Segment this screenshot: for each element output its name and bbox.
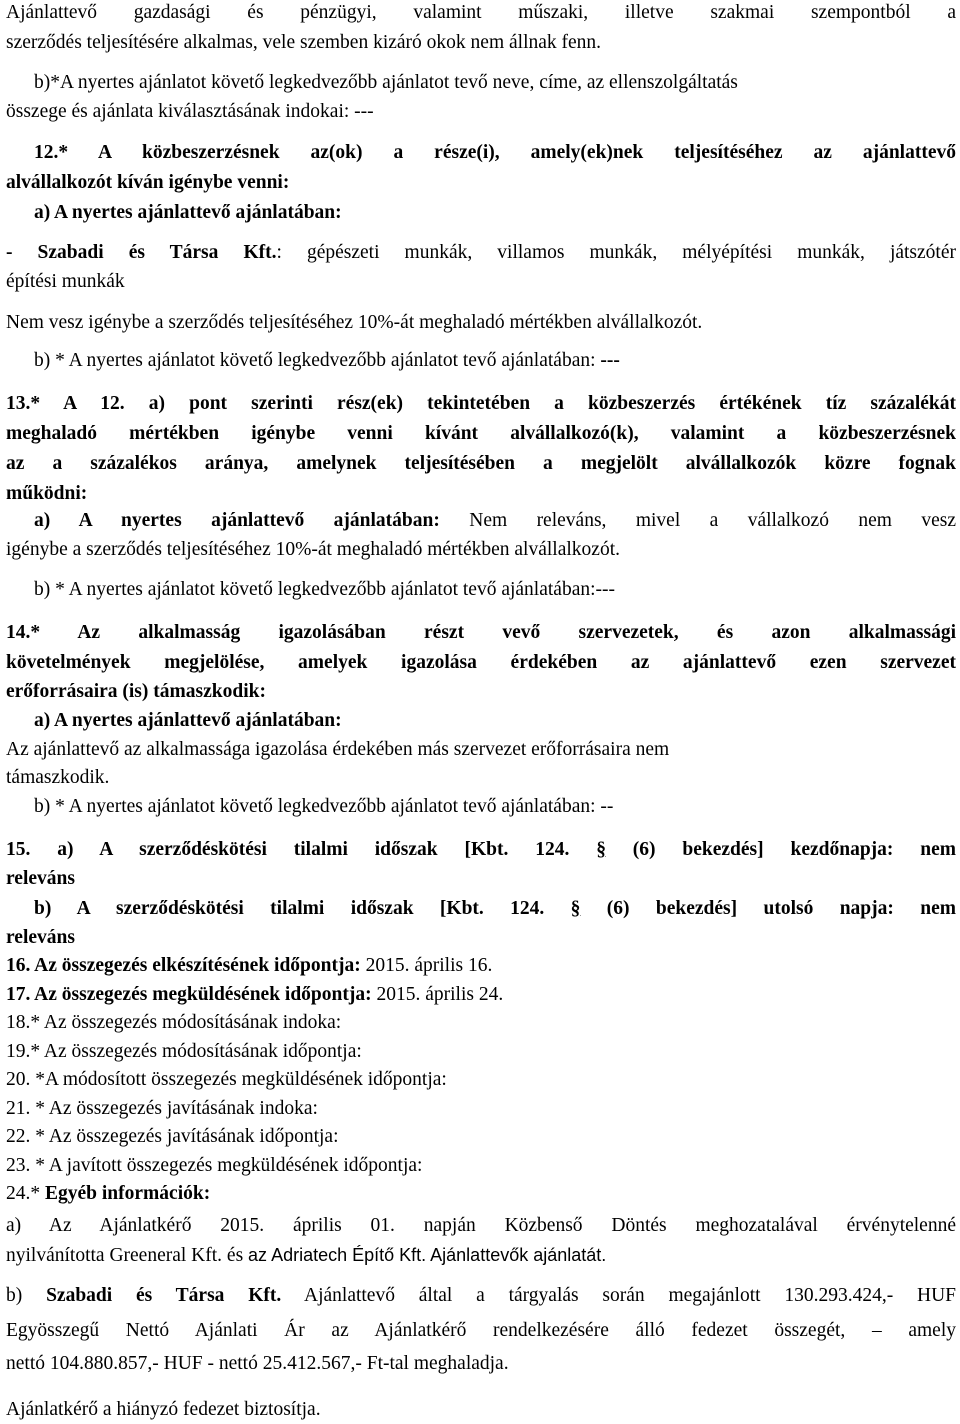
s14-heading-1: 14.* Az alkalmasság igazolásában részt vevő szervezetek, és azon alkalmassági xyxy=(6,622,956,643)
item-22: 22. * Az összegezés javításának időpontja: xyxy=(6,1126,339,1147)
s14-heading-2: követelmények megjelölése, amelyek igazolása érdekében az ajánlattevő ezen szervezet xyxy=(6,652,956,673)
s13-a-label: a) A nyertes ajánlattevő ajánlatában: xyxy=(34,510,440,531)
s15-a-line-2: releváns xyxy=(6,868,75,889)
s13-heading-4: működni: xyxy=(6,483,88,504)
s12-company-text: : gépészeti munkák, villamos munkák, mélyépítési munkák, játszótér xyxy=(276,242,956,263)
s24-b-company: Szabadi és Társa Kft. xyxy=(46,1285,282,1306)
item-24-label: Egyéb információk: xyxy=(45,1183,211,1204)
s17-label: 17. Az összegezés megküldésének időpontja: xyxy=(6,984,372,1005)
item-24-num: 24.* xyxy=(6,1183,45,1204)
s12-heading-1: 12.* A közbeszerzésnek az(ok) a része(i), amely(ek)nek teljesítéséhez az ajánlattevő xyxy=(34,142,956,163)
s24-b-line-3: nettó 104.880.857,- HUF - nettó 25.412.567,- Ft-tal meghaladja. xyxy=(6,1353,509,1374)
s17-value: 2015. április 24. xyxy=(371,984,504,1005)
s16-line xyxy=(6,953,956,979)
s15-a-post: (6) bekezdés] kezdőnapja: nem xyxy=(605,839,956,860)
s12-heading-2: alvállalkozót kíván igénybe venni: xyxy=(6,172,290,193)
item-21: 21. * Az összegezés javításának indoka: xyxy=(6,1098,318,1119)
intro-line-2: szerződés teljesítésére alkalmas, vele szemben kizáró okok nem állnak fenn. xyxy=(6,32,602,53)
s15-b-post: (6) bekezdés] utolsó napja: nem xyxy=(580,898,956,919)
s16-label: 16. Az összegezés elkészítésének időpontja: xyxy=(6,955,361,976)
item-19: 19.* Az összegezés módosításának időpontja: xyxy=(6,1041,362,1062)
s12-company-line-2: építési munkák xyxy=(6,271,125,292)
s14-heading-3: erőforrásaira (is) támaszkodik: xyxy=(6,681,266,702)
intro-line-3: b)*A nyertes ajánlatot követő legkedvezőbb ajánlatot tevő neve, címe, az ellenszolgáltatás xyxy=(34,72,738,93)
s14-a-text: Az ajánlattevő az alkalmassága igazolása érdekében más szervezet erőforrásaira nem xyxy=(6,739,670,760)
s13-heading-3: az a százalékos aránya, amelynek teljesítésében a megjelölt alvállalkozók közre fognak xyxy=(6,453,956,474)
s24-a-line-2 xyxy=(6,1242,956,1269)
s14-a-label: a) A nyertes ajánlattevő ajánlatában: xyxy=(34,710,342,731)
s15-a-pre: 15. a) A szerződéskötési tilalmi időszak [Kbt. 124. xyxy=(6,839,597,860)
s12-a-label: a) A nyertes ajánlattevő ajánlatában: xyxy=(34,202,342,223)
s24-a-sans: az Adriatech Építő Kft. Ajánlattevők ajánlatát. xyxy=(248,1245,607,1265)
intro-line-4: összege és ajánlata kiválasztásának indokai: --- xyxy=(6,101,374,122)
item-20: 20. *A módosított összegezés megküldésének időpontja: xyxy=(6,1069,447,1090)
s13-a-line xyxy=(34,508,956,534)
s12-b-text: b) * A nyertes ajánlatot követő legkedvezőbb ajánlatot tevő ajánlatában: xyxy=(34,350,601,371)
s24-b-line-1 xyxy=(6,1283,956,1309)
s13-heading-2: meghaladó mértékben igénybe venni kívánt alvállalkozó(k), valamint a közbeszerzésnek xyxy=(6,423,956,444)
s15-b-pre: b) A szerződéskötési tilalmi időszak [Kbt. 124. xyxy=(34,898,571,919)
s24-b-post: Ajánlattevő által a tárgyalás során megajánlott 130.293.424,- HUF xyxy=(281,1285,957,1306)
s13-heading-1 xyxy=(6,391,956,417)
s12-b-line xyxy=(34,348,956,374)
s15-b-section-sign: § xyxy=(570,898,581,919)
item-18: 18.* Az összegezés módosításának indoka: xyxy=(6,1012,342,1033)
s24-b-line-2: Egyösszegű Nettó Ajánlati Ár az Ajánlatkérő rendelkezésére álló fedezet összegét, – amely xyxy=(6,1320,956,1341)
s15-a-line xyxy=(6,837,956,863)
s13-heading-num: 13.* A 12. xyxy=(6,393,149,414)
s14-a-text-2: támaszkodik. xyxy=(6,767,110,788)
s15-b-line xyxy=(34,896,956,922)
s12-company: - Szabadi és Társa Kft. xyxy=(6,242,277,263)
s12-company-line xyxy=(6,240,956,266)
intro-line-1: Ajánlattevő gazdasági és pénzügyi, valamint műszaki, illetve szakmai szempontból a xyxy=(6,2,956,23)
s13-a-line-2: igénybe a szerződés teljesítéséhez 10%-át meghaladó mértékben alvállalkozót. xyxy=(6,539,620,560)
s13-b-line: b) * A nyertes ajánlatot követő legkedvezőbb ajánlatot tevő ajánlatában:--- xyxy=(34,579,615,600)
s12-note: Nem vesz igénybe a szerződés teljesítéséhez 10%-át meghaladó mértékben alvállalkozót. xyxy=(6,312,703,333)
s17-line xyxy=(6,982,956,1008)
s15-b-line-2: releváns xyxy=(6,927,75,948)
s12-b-dash: --- xyxy=(600,350,620,371)
s15-a-section-sign: § xyxy=(596,839,606,860)
s24-a-pre: nyilvánította Greeneral Kft. és xyxy=(6,1245,249,1266)
s24-a-line-1: a) Az Ajánlatkérő 2015. április 01. napján Közbenső Döntés meghozatalával érvénytelenné xyxy=(6,1215,956,1236)
s13-a-text: Nem releváns, mivel a vállalkozó nem vesz xyxy=(439,510,956,531)
s13-heading-text: a) pont szerinti rész(ek) tekintetében a közbeszerzés értékének tíz százalékát xyxy=(148,393,956,414)
item-24 xyxy=(6,1181,956,1207)
s14-b-line: b) * A nyertes ajánlatot követő legkedvezőbb ajánlatot tevő ajánlatában: -- xyxy=(34,796,614,817)
item-23: 23. * A javított összegezés megküldésének időpontja: xyxy=(6,1155,423,1176)
s24-final: Ajánlatkérő a hiányzó fedezet biztosítja. xyxy=(6,1399,321,1420)
s24-b-pre: b) xyxy=(6,1285,47,1306)
s16-value: 2015. április 16. xyxy=(360,955,493,976)
